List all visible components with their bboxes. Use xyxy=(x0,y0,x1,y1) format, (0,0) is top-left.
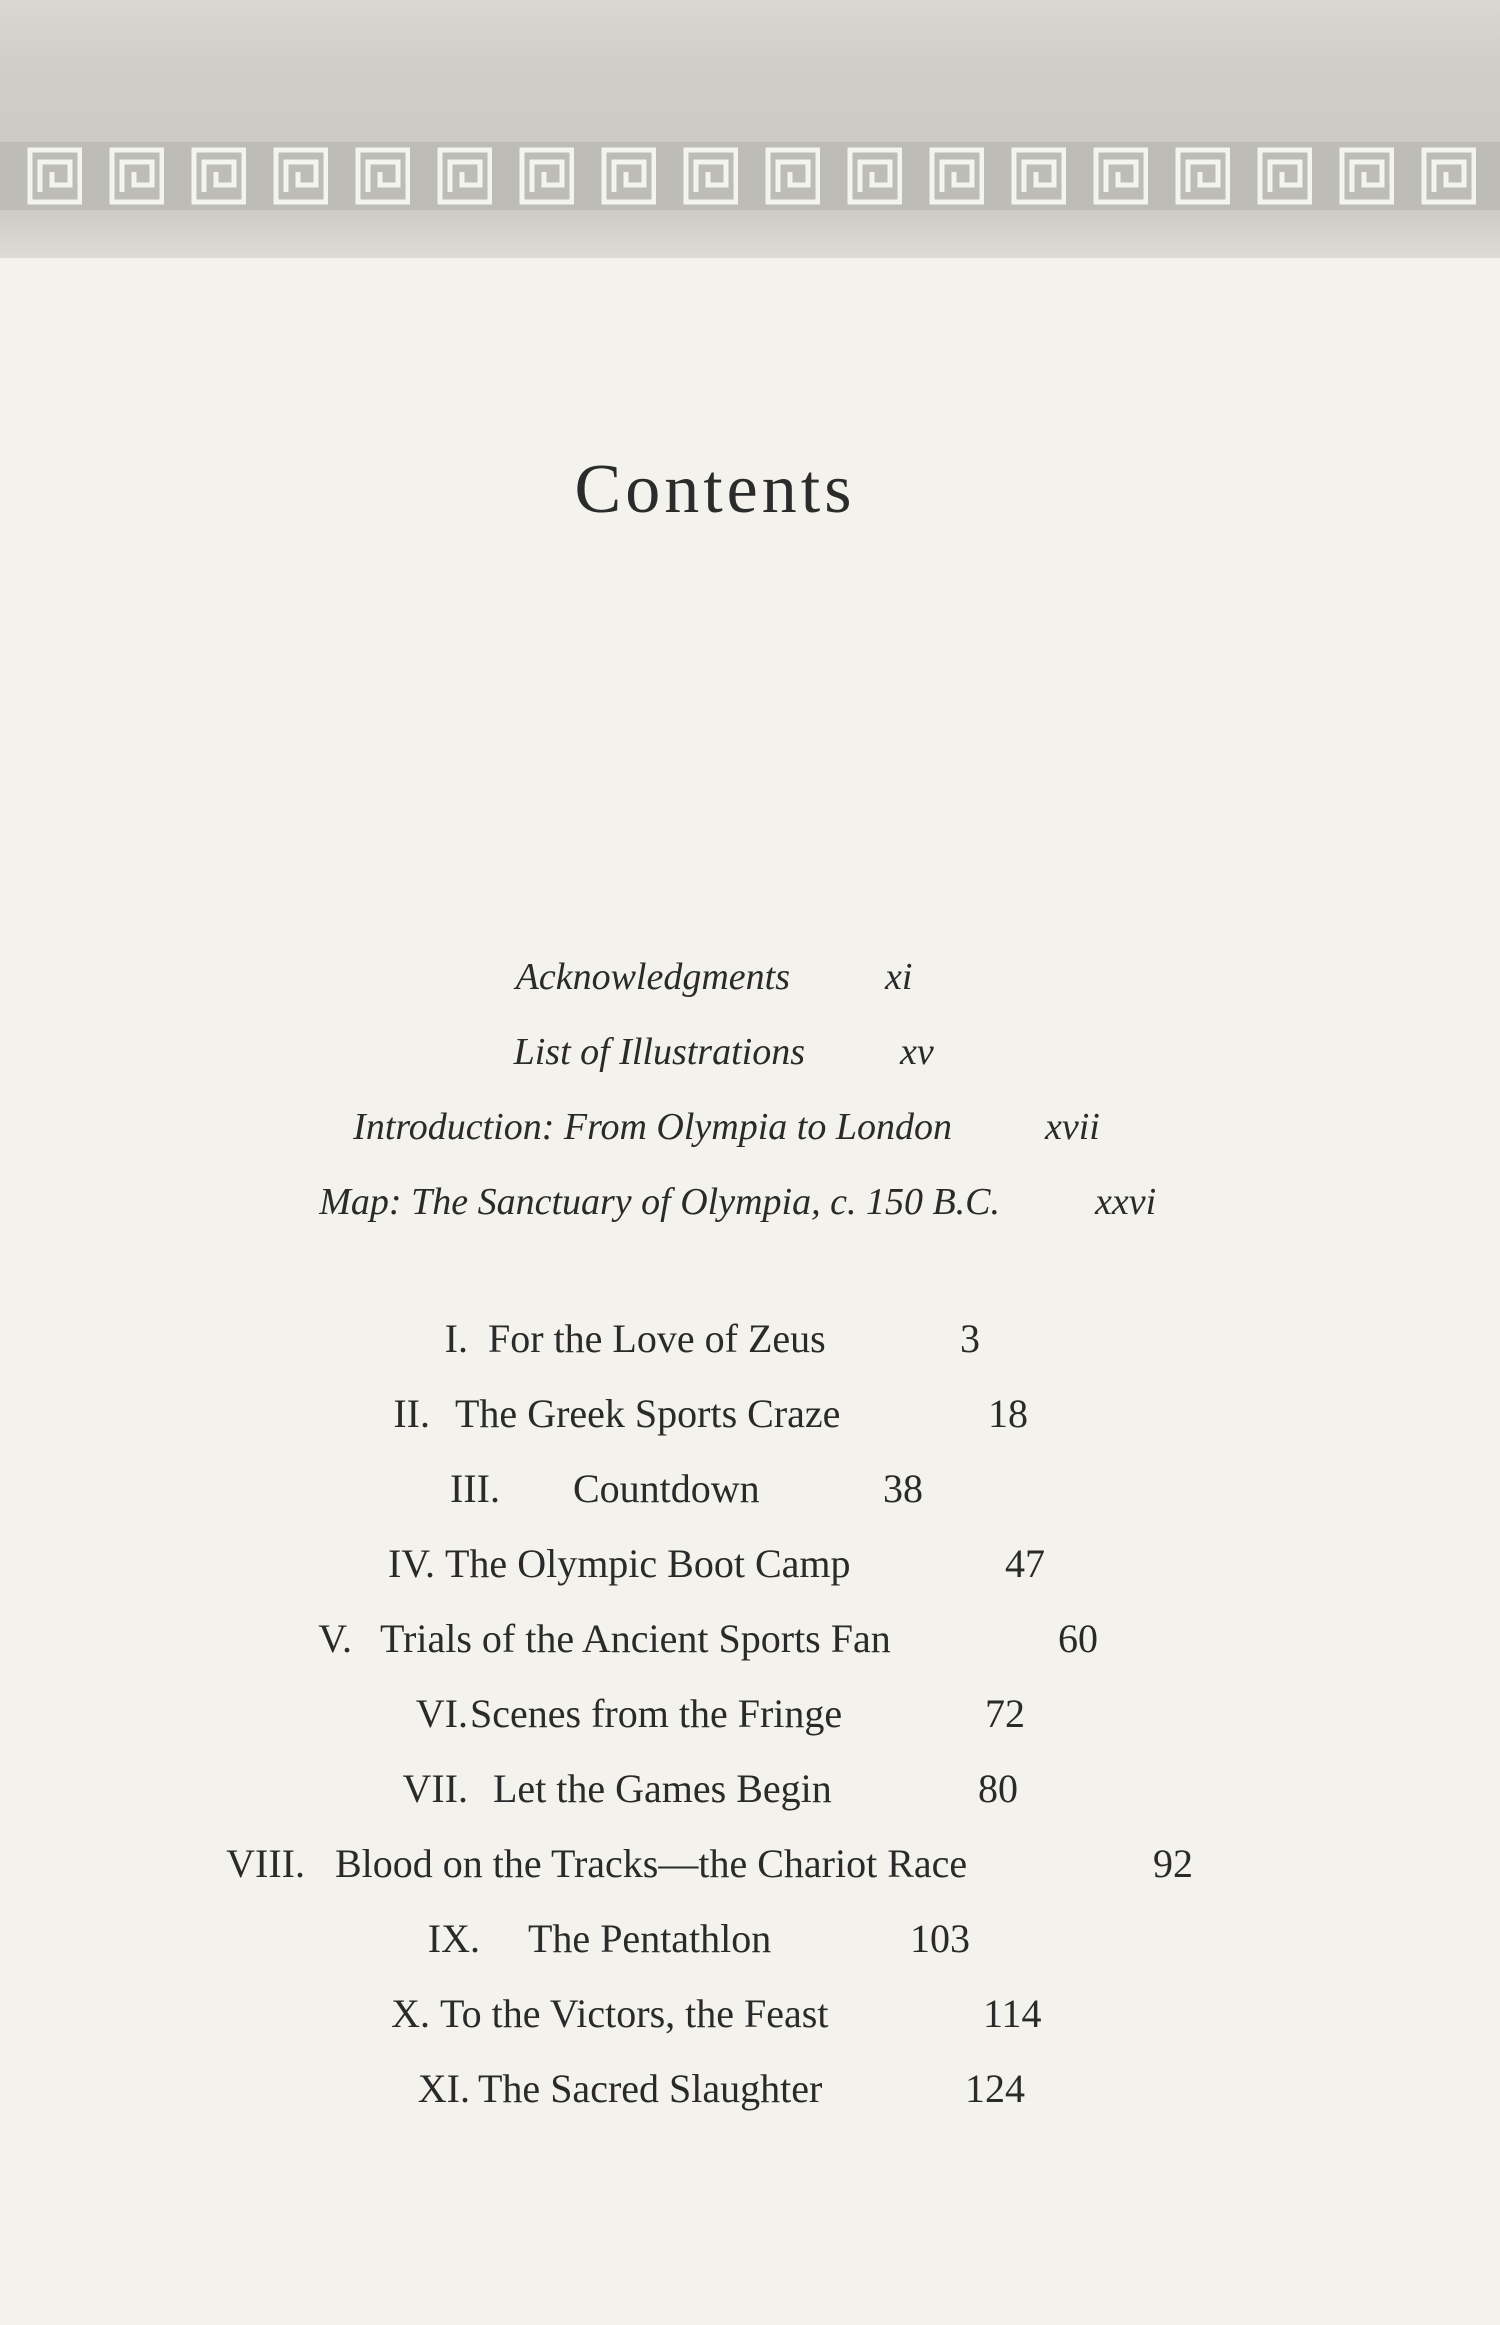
toc-chapter-row xyxy=(0,1690,1500,1750)
chapter-numeral: X. xyxy=(391,1991,430,2036)
toc-entry-label: Map: The Sanctuary of Olympia, c. 150 B.C. xyxy=(319,1181,1000,1223)
chapter-page: 18 xyxy=(988,1391,1028,1436)
chapter-title: To the Victors, the Feast xyxy=(440,1991,829,2036)
chapter-numeral: V. xyxy=(318,1616,352,1661)
chapter-title: The Sacred Slaughter xyxy=(478,2066,823,2111)
greek-key-pattern-icon xyxy=(0,0,1500,258)
toc-chapter-row xyxy=(0,1465,1500,1525)
chapter-page: 60 xyxy=(1058,1616,1098,1661)
greek-key-border xyxy=(0,0,1500,258)
toc-entry-map xyxy=(0,1180,1500,1240)
chapter-title: Trials of the Ancient Sports Fan xyxy=(380,1616,891,1661)
chapter-page: 103 xyxy=(910,1916,970,1961)
chapter-numeral: VI. xyxy=(415,1691,468,1736)
chapter-title: Let the Games Begin xyxy=(493,1766,832,1811)
toc-chapter-row xyxy=(0,1915,1500,1975)
chapter-numeral: I. xyxy=(444,1316,468,1361)
toc-chapter-row xyxy=(0,1765,1500,1825)
toc-entry-label: Introduction: From Olympia to London xyxy=(353,1106,952,1148)
chapter-page: 124 xyxy=(965,2066,1025,2111)
chapter-title: The Olympic Boot Camp xyxy=(445,1541,851,1586)
chapter-numeral: II. xyxy=(393,1391,430,1436)
chapter-title: For the Love of Zeus xyxy=(488,1316,826,1361)
toc-chapter-row xyxy=(0,1540,1500,1600)
chapter-page: 80 xyxy=(978,1766,1018,1811)
chapter-page: 92 xyxy=(1153,1841,1193,1886)
toc-chapter-row xyxy=(0,1315,1500,1375)
toc-entry-label: List of Illustrations xyxy=(513,1031,805,1073)
chapter-numeral: IX. xyxy=(427,1916,480,1961)
toc-entry-label: Acknowledgments xyxy=(515,956,790,998)
toc-chapter-row xyxy=(0,2065,1500,2125)
chapter-title: Countdown xyxy=(573,1466,760,1511)
toc-chapter-row xyxy=(0,1390,1500,1450)
toc-entry-page: xv xyxy=(900,1031,934,1073)
page-title: Contents xyxy=(574,451,856,528)
chapter-title: Scenes from the Fringe xyxy=(470,1691,843,1736)
chapter-page: 72 xyxy=(985,1691,1025,1736)
chapter-numeral: VIII. xyxy=(226,1841,305,1886)
toc-chapter-row xyxy=(0,1840,1500,1900)
toc-entry-introduction xyxy=(0,1105,1500,1165)
chapter-page: 38 xyxy=(883,1466,923,1511)
toc-entry-page: xvii xyxy=(1045,1106,1100,1148)
chapter-title: The Greek Sports Craze xyxy=(455,1391,841,1436)
chapter-title: The Pentathlon xyxy=(528,1916,772,1961)
toc-chapter-row xyxy=(0,1990,1500,2050)
toc-chapter-row xyxy=(0,1615,1500,1675)
chapter-numeral: IV. xyxy=(387,1541,435,1586)
toc-entry-acknowledgments xyxy=(0,955,1500,1015)
chapter-page: 114 xyxy=(983,1991,1042,2036)
toc-entry-page: xxvi xyxy=(1095,1181,1157,1223)
chapter-numeral: III. xyxy=(450,1466,500,1511)
chapter-page: 3 xyxy=(960,1316,980,1361)
chapter-title: Blood on the Tracks—the Chariot Race xyxy=(335,1841,968,1886)
toc-entry-list-of-illustrations xyxy=(0,1030,1500,1090)
chapter-numeral: VII. xyxy=(402,1766,468,1811)
chapter-numeral: XI. xyxy=(417,2066,470,2111)
toc-entry-page: xi xyxy=(885,956,913,998)
chapter-page: 47 xyxy=(1005,1541,1045,1586)
